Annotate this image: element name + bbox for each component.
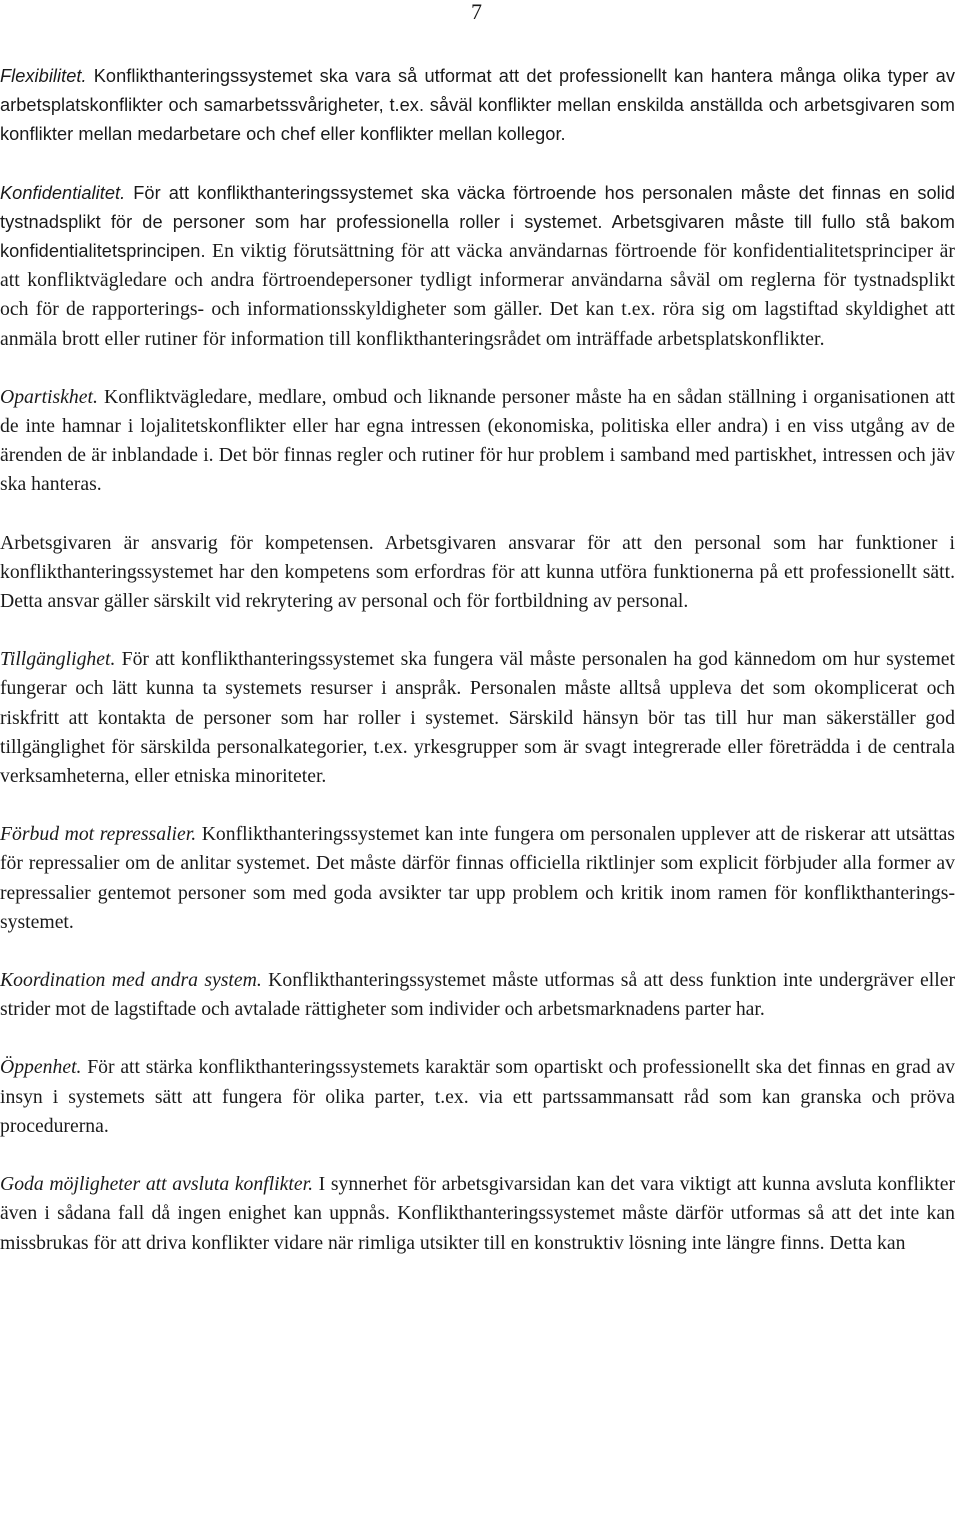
paragraph-kompetens — [0, 529, 955, 617]
paragraph-konfidentialitet — [0, 179, 955, 354]
paragraph-heading: Arbetsgivaren är ansvarig för kompetensen. — [0, 531, 374, 554]
paragraph-text: För att stärka konflikthanteringssystemets karaktär som opartiskt och professionellt ska det finnas en grad av insyn i systemets sätt att fungera för olika parter, t.ex. via ett partssammansatt råd som kan granska och pröva procedurerna. — [0, 1056, 955, 1137]
paragraph-text: I synnerhet för arbetsgivarsidan kan det vara viktigt att kunna avsluta konflikter även i sådana fall då ingen enighet kan uppnås. Konflikthanteringssystemet måste därför utformas så att det inte kan missbrukas för att driva konflikter vidare när rimliga utsikter till en konstruktiv lösning inte längre finns. Detta kan — [0, 1173, 955, 1254]
paragraph-text: För att konflikthanteringssystemet ska fungera väl måste personalen ha god kännedom om hur systemet fungerar och lätt kunna ta systemets resurser i anspråk. Personalen måste alltså uppleva det som okomplicerat och riskfritt att kontakta de personer som har roller i systemet. Särskild hänsyn bör tas till hur man säkerställer god tillgänglighet för särskilda personalkategorier, t.ex. yrkesgrupper som är svagt integrerade eller företrädda i de centrala verksamheterna, eller etniska minoriteter. — [0, 648, 955, 788]
paragraph-heading: Tillgänglighet. — [0, 648, 116, 671]
paragraph-oppenhet — [0, 1053, 955, 1141]
paragraph-tillganglighet — [0, 645, 955, 791]
paragraph-heading: Förbud mot repressalier. — [0, 823, 197, 846]
paragraph-text: För att konflikthanteringssystemet ska väcka förtroende hos personalen måste det finnas en solid tystnadsplikt för de personer som har professionella roller i systemet. Arbetsgivaren måste till fullo stå bakom konfidentialitetsprincipen. — [0, 182, 955, 262]
paragraph-heading: Konfidentialitet. — [0, 182, 126, 203]
paragraph-flexibilitet — [0, 62, 955, 150]
paragraph-text: Konflikthanteringssystemet måste utformas så att dess funktion inte undergräver eller strider mot de lagstiftade och avtalade rättigheter som individer och arbetsmarknadens parter har. — [0, 969, 956, 1021]
paragraph-heading: Opartiskhet. — [0, 385, 98, 408]
paragraph-heading: Öppenhet. — [0, 1056, 82, 1079]
paragraph-heading: Goda möjligheter att avsluta konflikter. — [0, 1173, 314, 1196]
document-body — [0, 62, 955, 1258]
paragraph-text: Konfliktvägledare, medlare, ombud och liknande personer måste ha en sådan ställning i organisationen att de inte hamnar i lojalitetskonflikter eller har egna intressen (ekonomiska, politiska eller andra) i en viss utgång av de ärenden de är inblandade i. Det bör finnas regler och rutiner för hur problem i samband med partiskhet, intressen och jäv ska hanteras. — [0, 385, 955, 496]
paragraph-repressalier — [0, 820, 955, 937]
paragraph-opartiskhet — [0, 383, 955, 500]
paragraph-koordination — [0, 966, 955, 1024]
paragraph-text-continued: En viktig förutsättning för att väcka användarnas förtroende för konfidentialitetsprinciper är att konfliktvägledare och andra förtroendepersoner tydligt informerar användarna såväl om reglerna för tystnadsplikt och för de rapporterings- och informationsskyldigheter som gäller. Det kan t.ex. röra sig om lagstiftad skyldighet att anmäla brott eller rutiner för information till konflikthanteringsrådet om inträffade arbetsplatskonflikter. — [0, 240, 955, 350]
paragraph-text: Arbetsgivaren ansvarar för att den personal som har funktioner i konflikthanteringssystemet har den kompetens som erfordras för att kunna utföra funktionerna på ett professionellt sätt. Detta ansvar gäller särskilt vid rekrytering av personal och för fortbildning av personal. — [0, 531, 955, 613]
paragraph-text: Konflikthanteringssystemet kan inte fungera om personalen upplever att de riskerar att utsättas för repressalier om de anlitar systemet. Det måste därför finnas officiella riktlinjer som explicit förbjuder alla former av repressalier gentemot personer som med goda avsikter tar upp problem och kritik inom ramen för konflikthanteringssystemet. — [0, 823, 955, 933]
page-number: 7 — [471, 0, 482, 24]
paragraph-heading: Koordination med andra system. — [0, 969, 262, 992]
paragraph-heading: Flexibilitet. — [0, 66, 87, 86]
paragraph-avsluta-konflikter — [0, 1170, 955, 1258]
paragraph-text: Konflikthanteringssystemet ska vara så utformat att det professionellt kan hantera många olika typer av arbetsplatskonflikter och samarbetssvårigheter, t.ex. såväl konflikter mellan enskilda anställda och arbetsgivaren som konflikter mellan medarbetare och chef eller konflikter mellan kollegor. — [0, 66, 955, 145]
